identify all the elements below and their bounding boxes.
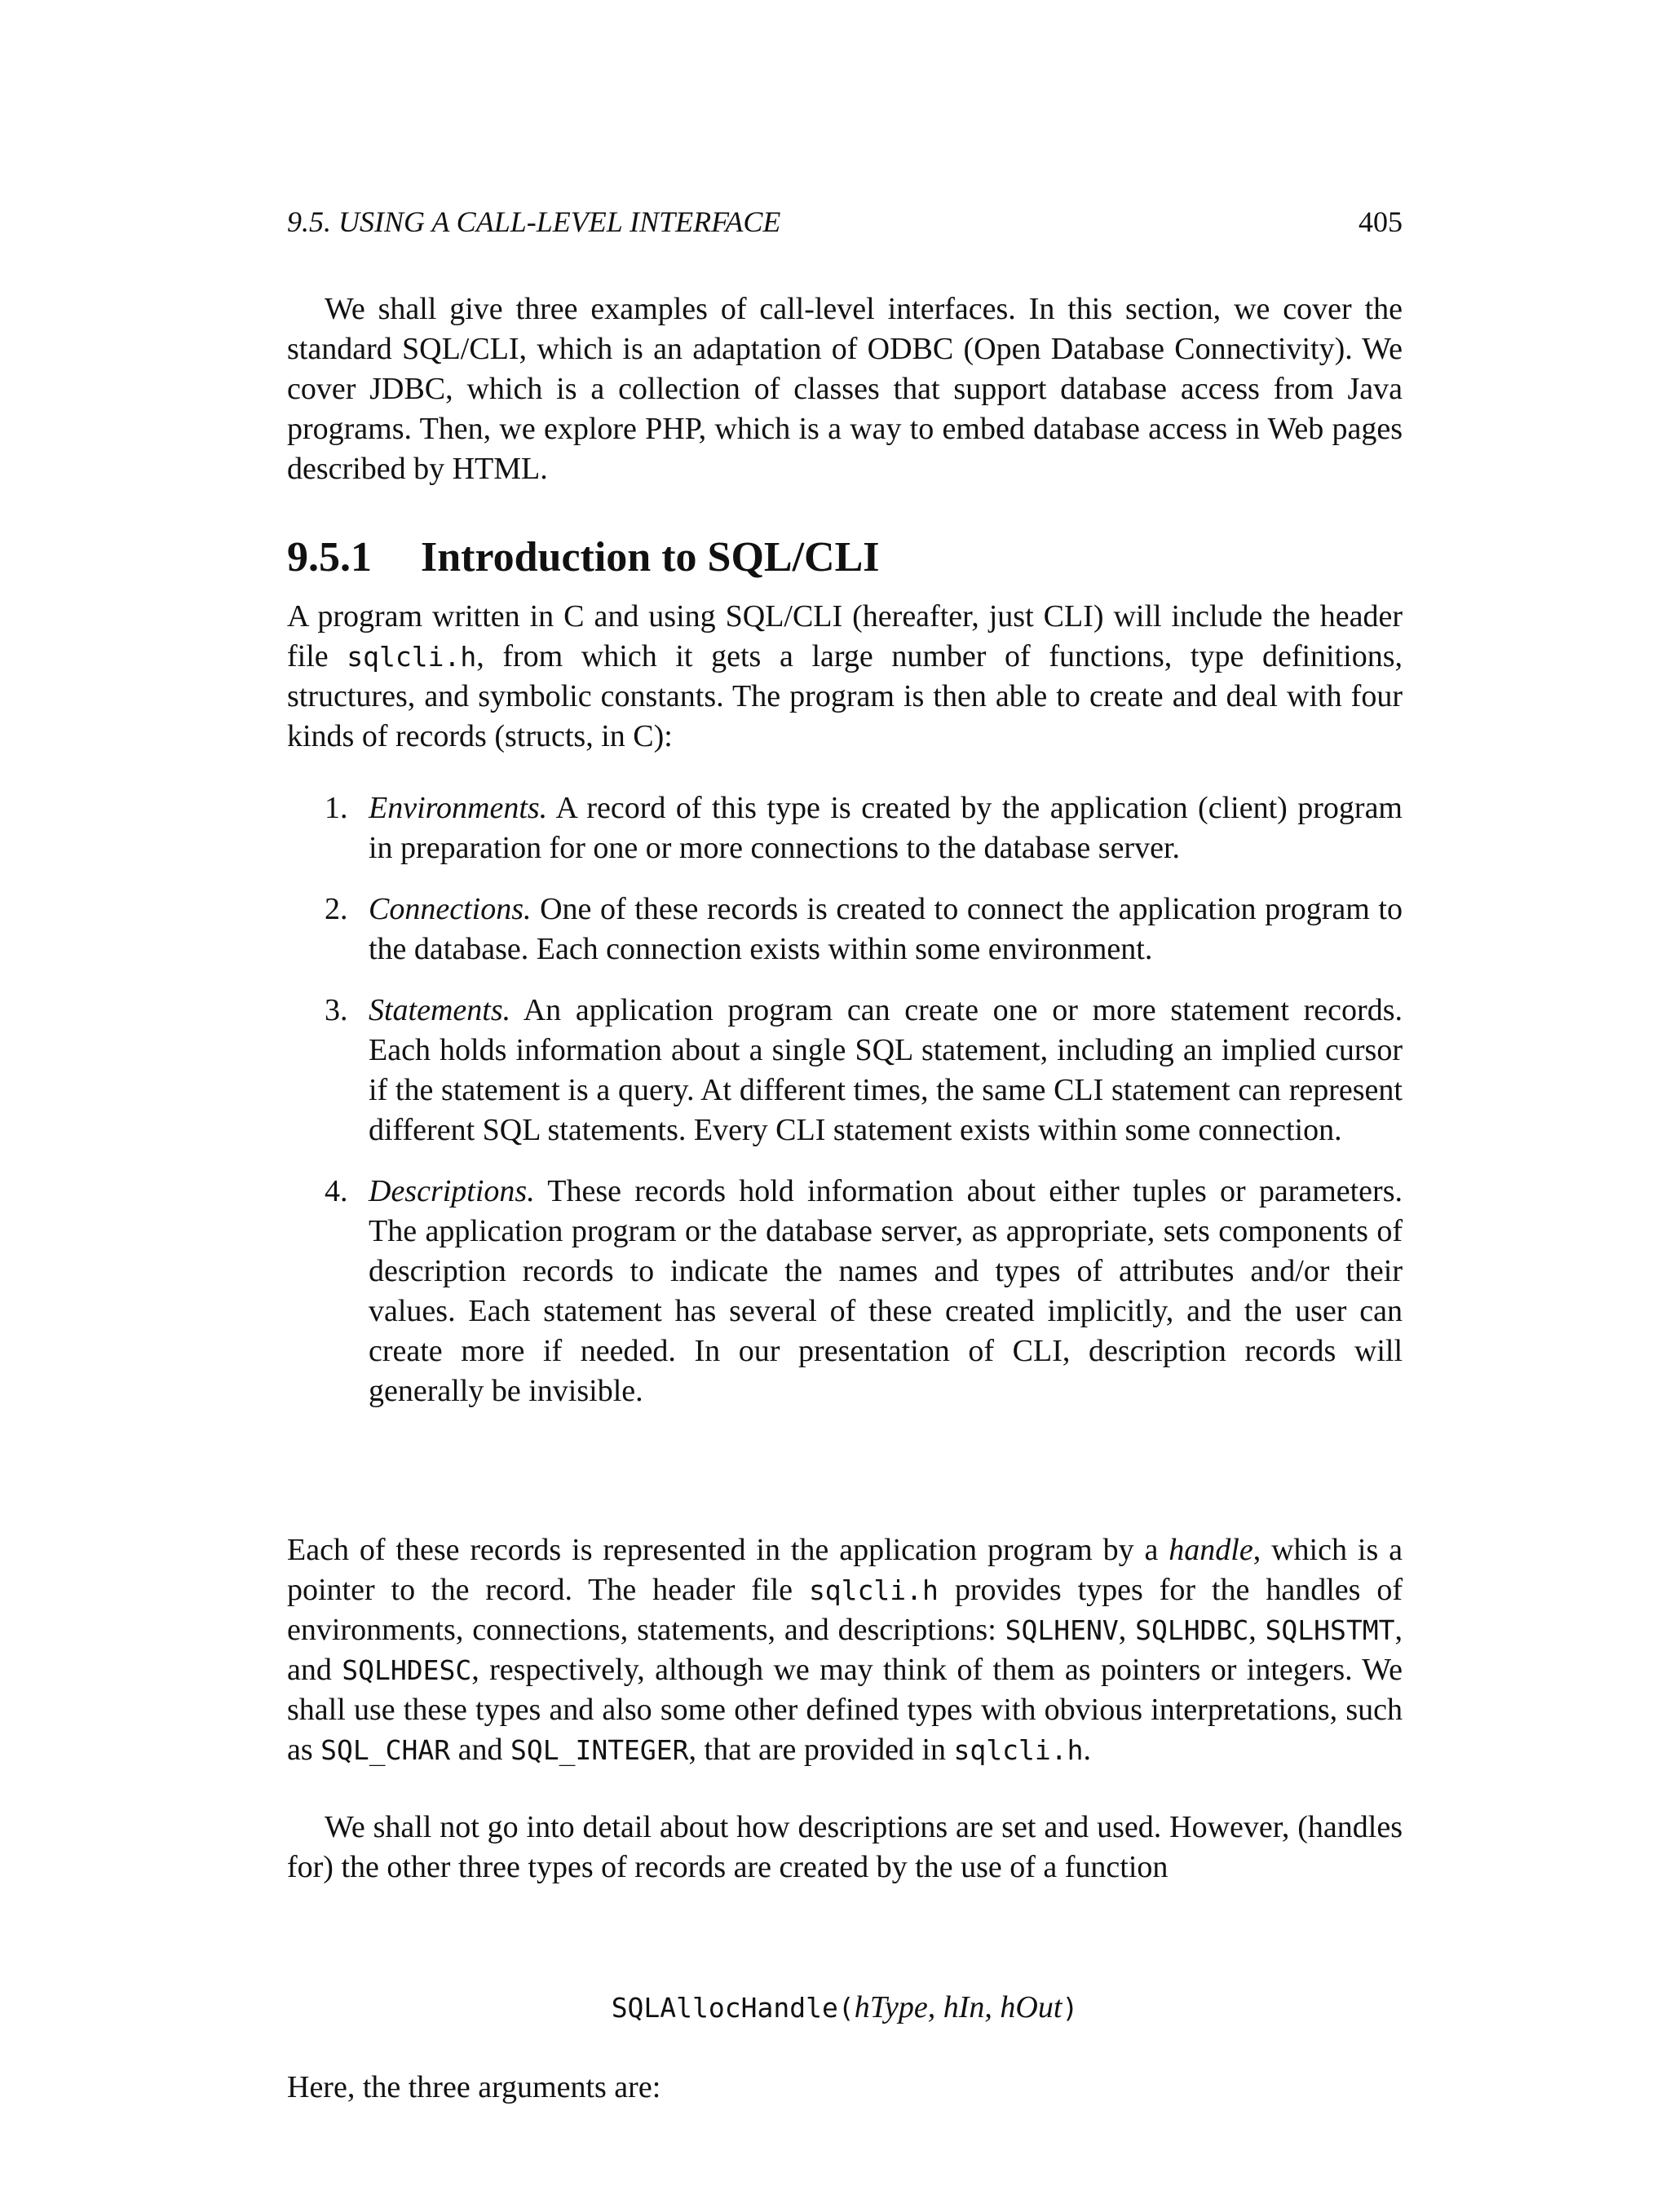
list-item-text: One of these records is created to connect the application program to the database. Each connection exists within some environment. — [369, 892, 1403, 966]
function-signature — [287, 1988, 1403, 2028]
close-paren: ) — [1062, 1992, 1079, 2024]
closing-line: Here, the three arguments are: — [287, 2070, 661, 2104]
page-number: 405 — [1359, 205, 1403, 238]
code-sqlcli-h: sqlcli.h — [953, 1734, 1084, 1766]
list-item-text: A record of this type is created by the application (client) program in preparation for one or more connections to the database server. — [369, 791, 1403, 865]
section-heading — [287, 532, 880, 583]
code-sql-char: SQL_CHAR — [320, 1734, 451, 1766]
list-item-term: Descriptions. — [369, 1174, 535, 1208]
code-sqlcli-h: sqlcli.h — [808, 1574, 939, 1606]
handle-text: , — [1118, 1613, 1136, 1647]
record-kinds-list — [287, 788, 1403, 1433]
list-item — [287, 788, 1403, 868]
code-sql-integer: SQL_INTEGER — [510, 1734, 689, 1766]
list-item-text: These records hold information about either tuples or parameters. The application program or the database server, as appropriate, sets components of description records to indicate the names and types of attributes and/or their values. Each statement has several of these created implicitly, and the user can create more if needed. In our presentation of CLI, description records will generally be invisible. — [369, 1174, 1403, 1408]
list-item-number: 1. — [325, 791, 348, 825]
open-paren: ( — [837, 1992, 855, 2024]
list-item-term: Environments. — [369, 791, 548, 825]
handle-term: handle — [1169, 1533, 1253, 1567]
intro-paragraph: We shall give three examples of call-level interfaces. In this section, we cover the standard SQL/CLI, which is an adaptation of ODBC (Open Database Connectivity). We cover JDBC, which is a collection of classes that support database access from Java programs. Then, we explore PHP, which is a way to embed database access in Web pages described by HTML. — [287, 292, 1403, 486]
handle-text: , and — [287, 1613, 1403, 1687]
list-item — [287, 1172, 1403, 1411]
list-item-number: 3. — [325, 993, 348, 1027]
header-file-code: sqlcli.h — [347, 641, 477, 673]
running-head — [287, 204, 1403, 240]
list-item-number: 4. — [325, 1174, 348, 1208]
handle-text: Each of these records is represented in the application program by a — [287, 1533, 1169, 1567]
handle-text: . — [1083, 1733, 1091, 1767]
code-sqlhstmt: SQLHSTMT — [1265, 1614, 1395, 1646]
running-head-title: 9.5. USING A CALL-LEVEL INTERFACE — [287, 205, 781, 238]
function-arguments: hType, hIn, hOut — [854, 1990, 1063, 2024]
code-sqlhdbc: SQLHDBC — [1135, 1614, 1249, 1646]
descriptions-paragraph: We shall not go into detail about how descriptions are set and used. However, (handles for) the other three types of records are created by the use of a function — [287, 1810, 1403, 1884]
handle-text: , respectively, although we may think of them as pointers or integers. We shall use these types and also some other defined types with obvious interpretations, such as — [287, 1653, 1403, 1767]
code-sqlhenv: SQLHENV — [1005, 1614, 1119, 1646]
section-text-2: , from which it gets a large number of functions, type definitions, structures, and symbolic constants. The program is then able to create and deal with four kinds of records (structs, in C): — [287, 639, 1403, 753]
section-title: Introduction to SQL/CLI — [421, 534, 880, 581]
handle-paragraph — [287, 1530, 1403, 1770]
handle-text: , — [1248, 1613, 1266, 1647]
code-sqlhdesc: SQLHDESC — [342, 1654, 472, 1686]
handle-text: provides types for the handles of environments, connections, statements, and descriptions: — [287, 1573, 1403, 1647]
section-text-1: A program written in C and using SQL/CLI (hereafter, just CLI) will include the header file — [287, 599, 1403, 673]
list-item-term: Statements. — [369, 993, 511, 1027]
list-item-text: An application program can create one or more statement records. Each holds information about a single SQL statement, including an implied cursor if the statement is a query. At different times, the same CLI statement can represent different SQL statements. Every CLI statement exists within some connection. — [369, 993, 1403, 1147]
section-paragraph — [287, 597, 1403, 757]
list-item — [287, 890, 1403, 969]
function-name: SQLAllocHandle — [611, 1992, 838, 2024]
handle-text: , that are provided in — [688, 1733, 954, 1767]
handle-text: , which is a pointer to the record. The header file — [287, 1533, 1403, 1607]
list-item-number: 2. — [325, 892, 348, 926]
handle-text: and — [450, 1733, 510, 1767]
list-item-term: Connections. — [369, 892, 532, 926]
list-item — [287, 991, 1403, 1150]
section-number: 9.5.1 — [287, 534, 372, 581]
